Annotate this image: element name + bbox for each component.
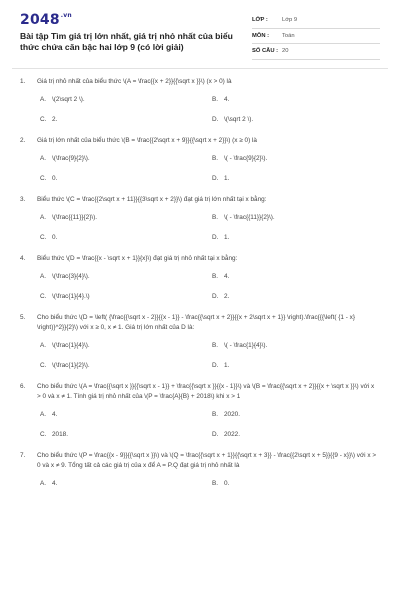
meta-subject-row	[252, 29, 380, 45]
question-5	[0, 313, 400, 371]
option-list	[40, 153, 400, 184]
question-3	[0, 195, 400, 243]
option-b[interactable]	[212, 212, 384, 223]
option-a[interactable]	[40, 212, 212, 223]
option-letter: C.	[40, 431, 47, 438]
question-number: 7.	[20, 452, 26, 459]
quiz-meta	[252, 13, 380, 60]
option-c[interactable]	[40, 360, 212, 371]
option-b[interactable]	[212, 340, 384, 351]
meta-class-row	[252, 13, 380, 29]
option-letter: D.	[212, 234, 219, 241]
option-text: 1.	[224, 362, 230, 369]
question-text: Giá trị nhỏ nhất của biểu thức \(A = \frac{{x + 2}}{{\sqrt x }}\) (x > 0) là	[37, 78, 232, 85]
option-b[interactable]	[212, 478, 384, 489]
option-letter: B.	[212, 480, 219, 487]
meta-subject-value: Toán	[282, 32, 295, 39]
question-number: 5.	[20, 314, 26, 321]
question-number: 6.	[20, 383, 26, 390]
meta-class-value: Lớp 9	[282, 17, 298, 24]
option-text: \(\frac{1}{2}\).	[52, 362, 90, 369]
question-text: Cho biểu thức \(P = \frac{{x - 9}}{{\sqrt x }}\) và \(Q = \frac{{\sqrt x + 1}}{{\sqrt x + 3}} - \frac{{2\sqrt x + 5}}{{9 - x}}\) với x > 0 và x ≠ 9. Tổng tất cả các giá trị của x để A = P.Q đạt giá trị nhỏ nhất là	[37, 452, 377, 469]
option-letter: A.	[40, 480, 47, 487]
option-letter: A.	[40, 155, 47, 162]
option-text: 2.	[52, 116, 58, 123]
option-text: 2022.	[224, 431, 240, 438]
option-text: 0.	[52, 175, 58, 182]
option-letter: B.	[212, 96, 219, 103]
site-logo[interactable]	[20, 12, 72, 28]
option-letter: C.	[40, 234, 47, 241]
option-text: \(\frac{9}{2}\).	[52, 155, 90, 162]
option-text: 2020.	[224, 411, 240, 418]
option-a[interactable]	[40, 478, 212, 489]
question-text: Biểu thức \(D = \frac{{x - \sqrt x + 1}}{x}\) đạt giá trị nhỏ nhất tại x bằng:	[37, 255, 238, 262]
option-letter: D.	[212, 175, 219, 182]
option-text: \( - \frac{{11}}{2}\).	[224, 214, 275, 221]
option-d[interactable]	[212, 429, 384, 440]
option-list	[40, 271, 400, 302]
question-1	[0, 77, 400, 125]
meta-count-label: SỐ CÂU :	[252, 48, 279, 55]
option-a[interactable]	[40, 409, 212, 420]
option-text: \(\frac{{11}}{2}\).	[52, 214, 98, 221]
question-number: 2.	[20, 137, 26, 144]
option-a[interactable]	[40, 153, 212, 164]
option-text: 1.	[224, 175, 230, 182]
question-text: Biểu thức \(C = \frac{{2\sqrt x + 11}}{{3\sqrt x + 2}}\) đạt giá trị lớn nhất tại x bằng:	[37, 196, 267, 203]
option-d[interactable]	[212, 360, 384, 371]
option-c[interactable]	[40, 114, 212, 125]
option-a[interactable]	[40, 94, 212, 105]
option-b[interactable]	[212, 153, 384, 164]
option-d[interactable]	[212, 173, 384, 184]
option-letter: B.	[212, 214, 219, 221]
option-text: \(\frac{3}{4}\).	[52, 273, 90, 280]
option-text: 4.	[224, 273, 230, 280]
option-letter: D.	[212, 431, 219, 438]
option-text: 4.	[52, 411, 58, 418]
option-text: 0.	[52, 234, 58, 241]
meta-class-label: LỚP :	[252, 17, 268, 24]
option-text: 1.	[224, 234, 230, 241]
option-a[interactable]	[40, 340, 212, 351]
question-6	[0, 382, 400, 440]
option-letter: B.	[212, 411, 219, 418]
option-letter: C.	[40, 116, 47, 123]
meta-count-value: 20	[282, 48, 289, 55]
option-list	[40, 340, 400, 371]
question-2	[0, 136, 400, 184]
question-list	[0, 77, 400, 500]
question-number: 4.	[20, 255, 26, 262]
option-letter: C.	[40, 293, 47, 300]
question-text: Cho biểu thức \(D = \left( {\frac{{\sqrt x - 2}}{{x - 1}} - \frac{{\sqrt x + 2}}{{x + 2\sqrt x + 1}} \right).\frac{{{\left( {1 - x} \right)}^2}}{2}\) với x ≥ 0, x ≠ 1. Giá trị lớn nhất của D là:	[37, 314, 355, 331]
option-letter: D.	[212, 116, 219, 123]
option-text: \(\frac{1}{4}\).	[52, 342, 90, 349]
option-letter: C.	[40, 362, 47, 369]
option-text: \(\frac{1}{4}.\)	[52, 293, 90, 300]
option-b[interactable]	[212, 271, 384, 282]
question-number: 3.	[20, 196, 26, 203]
option-list	[40, 409, 400, 440]
option-text: \(\sqrt 2 \).	[224, 116, 254, 123]
option-text: 4.	[52, 480, 58, 487]
option-text: \( - \frac{1}{4}\).	[224, 342, 268, 349]
option-letter: A.	[40, 96, 47, 103]
option-list	[40, 94, 400, 125]
option-text: 2.	[224, 293, 230, 300]
option-letter: C.	[40, 175, 47, 182]
option-letter: A.	[40, 214, 47, 221]
option-text: 0.	[224, 480, 230, 487]
option-letter: B.	[212, 273, 219, 280]
option-list	[40, 478, 400, 489]
option-d[interactable]	[212, 291, 384, 302]
option-text: 2018.	[52, 431, 68, 438]
option-letter: A.	[40, 411, 47, 418]
page-title: Bài tập Tìm giá trị lớn nhất, giá trị nhỏ nhất của biểu thức chứa căn bậc hai lớp 9 (có lời giải)	[20, 31, 233, 52]
question-text: Cho biểu thức \(A = \frac{{\sqrt x }}{{\sqrt x - 1}} + \frac{{\sqrt x }}{{x - 1}}\) và \(B = \frac{{\sqrt x + 2}}{{x + \sqrt x }}\) với x > 0 và x ≠ 1. Tính giá trị nhỏ nhất của \(P = \frac{A}{B} + 2018\) khi x > 1	[37, 383, 375, 400]
meta-count-row	[252, 44, 380, 60]
option-b[interactable]	[212, 409, 384, 420]
option-text: \(2\sqrt 2 \).	[52, 96, 85, 103]
option-a[interactable]	[40, 271, 212, 282]
option-letter: A.	[40, 342, 47, 349]
option-text: \( - \frac{9}{2}\).	[224, 155, 268, 162]
option-letter: B.	[212, 342, 219, 349]
logo-suffix: .vn	[60, 12, 72, 19]
header-divider	[12, 68, 388, 69]
page-header	[0, 0, 400, 68]
meta-subject-label: MÔN :	[252, 32, 270, 39]
option-c[interactable]	[40, 232, 212, 243]
option-letter: D.	[212, 362, 219, 369]
question-text: Giá trị lớn nhất của biểu thức \(B = \frac{{2\sqrt x + 9}}{{\sqrt x + 2}}\) (x ≥ 0) là	[37, 137, 257, 144]
option-letter: B.	[212, 155, 219, 162]
question-4	[0, 254, 400, 302]
option-text: 4.	[224, 96, 230, 103]
option-letter: D.	[212, 293, 219, 300]
option-c[interactable]	[40, 173, 212, 184]
option-d[interactable]	[212, 232, 384, 243]
option-letter: A.	[40, 273, 47, 280]
logo-text: 2048	[20, 12, 60, 28]
option-d[interactable]	[212, 114, 384, 125]
option-c[interactable]	[40, 429, 212, 440]
option-c[interactable]	[40, 291, 212, 302]
option-list	[40, 212, 400, 243]
question-number: 1.	[20, 78, 26, 85]
option-b[interactable]	[212, 94, 384, 105]
question-7	[0, 451, 400, 489]
